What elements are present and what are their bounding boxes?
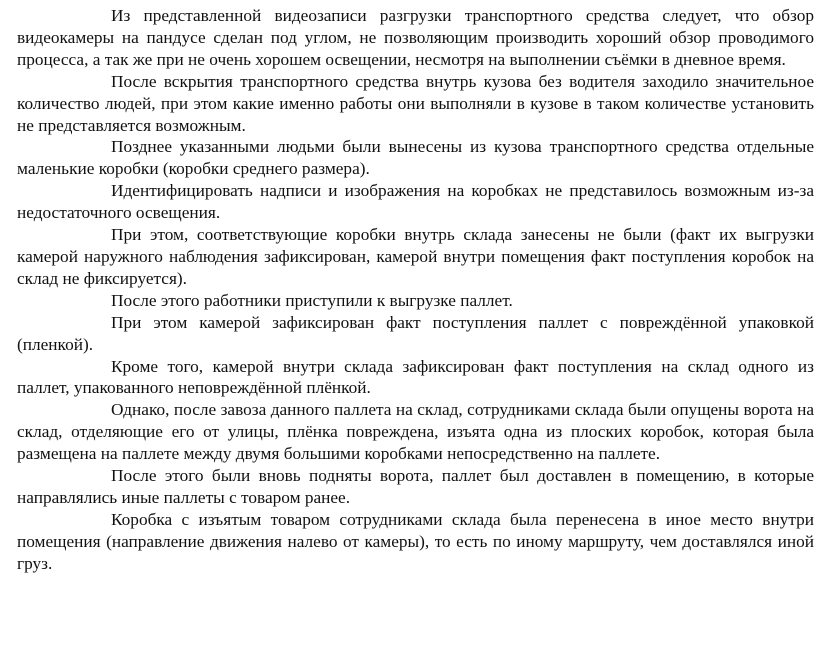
- paragraph-3: Позднее указанными людьми были вынесены из кузова транспортного средства отдельные маленькие коробки (коробки среднего размера).: [17, 137, 814, 179]
- paragraph-7: При этом камерой зафиксирован факт поступления паллет с повреждённой упаковкой (пленкой).: [17, 312, 814, 354]
- document-page: [17, 5, 814, 575]
- paragraph-2: После вскрытия транспортного средства внутрь кузова без водителя заходило значительное количество людей, при этом какие именно работы они выполняли в кузове в таком количестве установить не представляется возможным.: [17, 71, 814, 135]
- paragraph-5: При этом, соответствующие коробки внутрь склада занесены не были (факт их выгрузки камерой наружного наблюдения зафиксирован, камерой внутри помещения факт поступления коробок на склад не фиксируется).: [17, 225, 814, 288]
- paragraph-6: После этого работники приступили к выгрузке паллет.: [111, 290, 513, 310]
- paragraph-1: Из представленной видеозаписи разгрузки транспортного средства следует, что обзор видеокамеры на пандусе сделан под углом, не позволяющим производить хороший обзор проводимого процесса, а так же при не очень хорошем освещении, несмотря на выполнении съёмки в дневное время.: [17, 6, 814, 69]
- paragraph-9: Однако, после завоза данного паллета на склад, сотрудниками склада были опущены ворота на склад, отделяющие его от улицы, плёнка повреждена, изъята одна из плоских коробок, которая была размещена на паллете между двумя большими коробками непосредственно на паллете.: [17, 400, 814, 464]
- paragraph-8: Кроме того, камерой внутри склада зафиксирован факт поступления на склад одного из паллет, упакованного неповреждённой плёнкой.: [17, 356, 814, 398]
- paragraph-11: Коробка с изъятым товаром сотрудниками склада была перенесена в иное место внутри помещения (направление движения налево от камеры), то есть по иному маршруту, чем доставлялся иной груз.: [17, 509, 814, 573]
- paragraph-10: После этого были вновь подняты ворота, паллет был доставлен в помещению, в которые направлялись иные паллеты с товаром ранее.: [17, 466, 814, 507]
- paragraph-4: Идентифицировать надписи и изображения на коробках не представилось возможным из-за недостаточного освещения.: [17, 181, 814, 223]
